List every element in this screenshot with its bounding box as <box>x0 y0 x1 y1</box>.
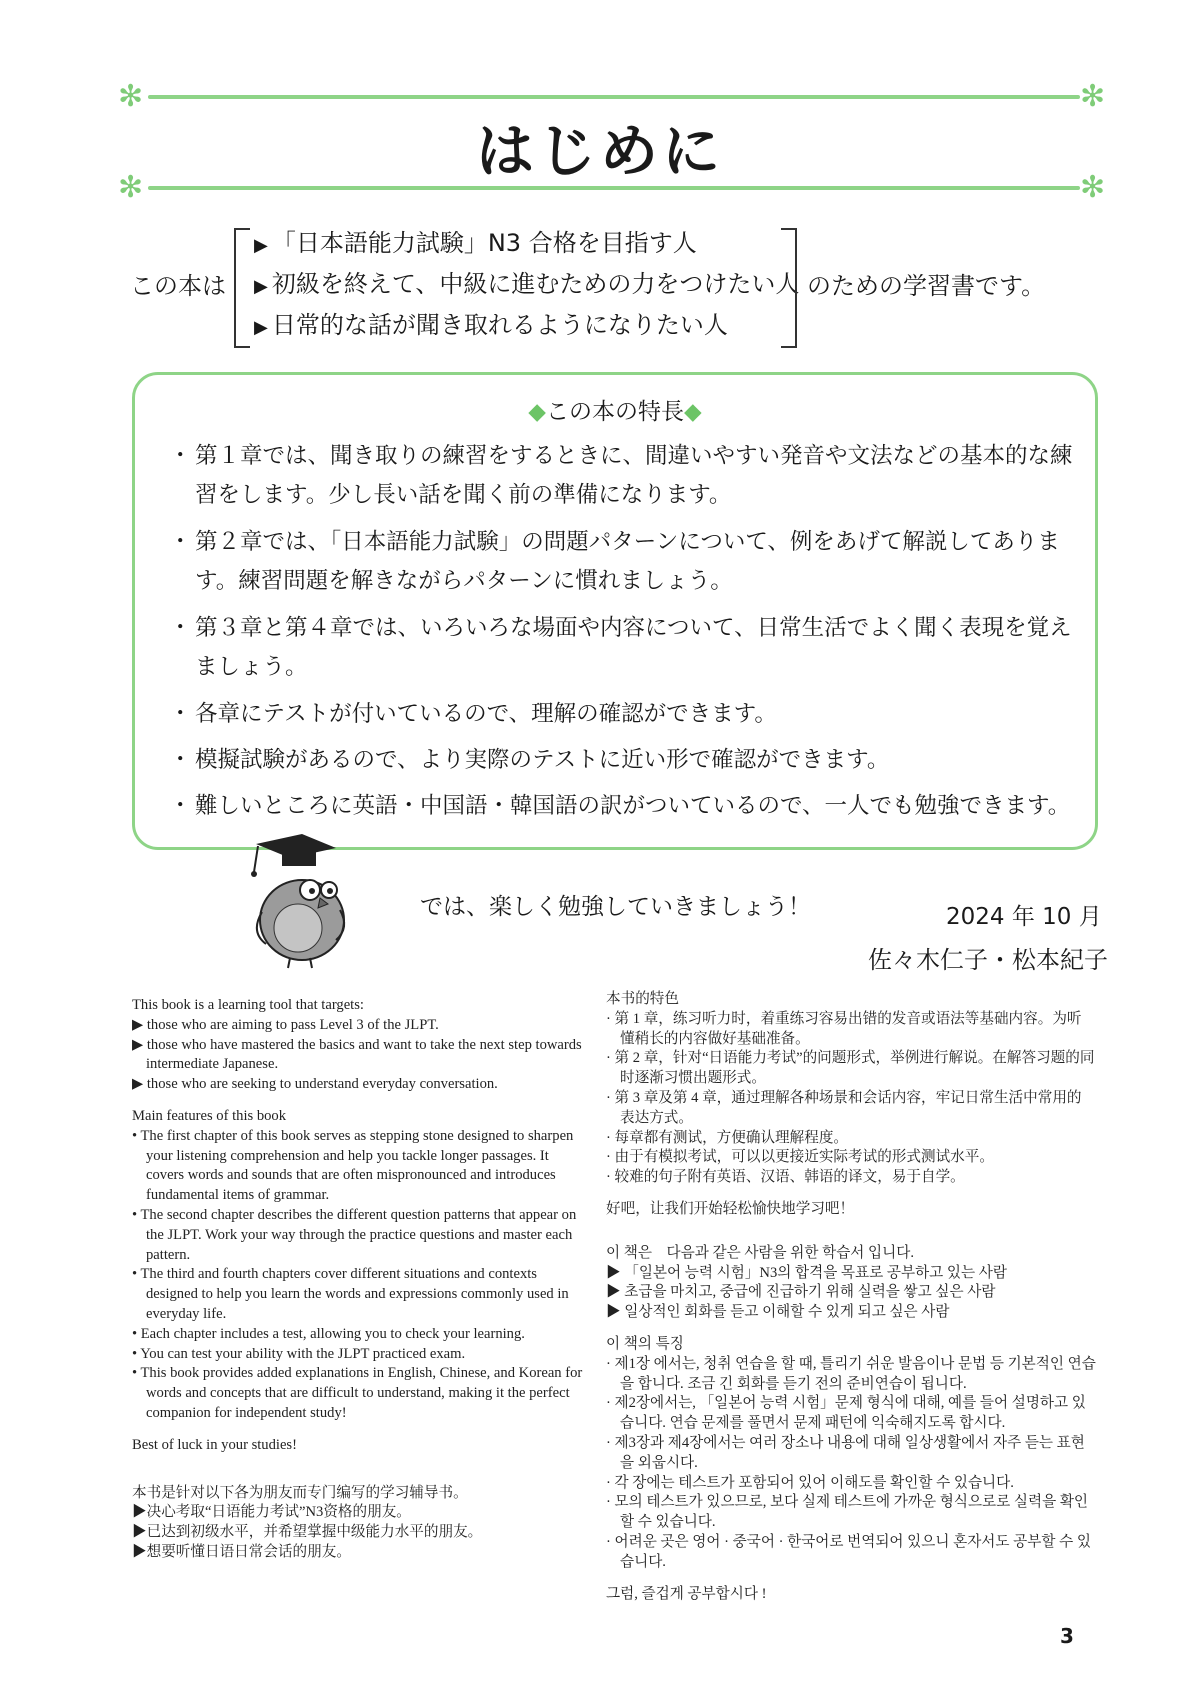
feature-text: 第３章と第４章では、いろいろな場面や内容について、日常生活でよく聞く表現を覚えましょう。 <box>195 615 1072 680</box>
english-feature: • You can test your ability with the JLPT practiced exam. <box>132 1345 466 1362</box>
korean-target: ▶ 일상적인 회화를 듣고 이해할 수 있게 되고 싶은 사람 <box>606 1304 950 1321</box>
publication-date: 2024 年 10 月 <box>946 904 1102 930</box>
english-target: ▶ those who have mastered the basics and want to take the next step towards intermediate Japanese. <box>132 1036 582 1073</box>
english-target: ▶ those who are aiming to pass Level 3 of the JLPT. <box>132 1016 439 1033</box>
chinese-feature: · 由于有模拟考试，可以以更接近实际考试的形式测试水平。 <box>606 1149 994 1166</box>
feature-text: 第１章では、聞き取りの練習をするときに、間違いやすい発音や文法などの基本的な練習をします。少し長い話を聞く前の準備になります。 <box>195 443 1073 508</box>
english-feature: • The first chapter of this book serves as stepping stone designed to sharpen your listening comprehension and help you tackle longer passages. It covers words and sounds that are often mispronounced and introduces fundamental items of grammar. <box>132 1127 574 1204</box>
korean-feature: · 어려운 곳은 영어 · 중국어 · 한국어로 번역되어 있으니 혼자서도 공부할 수 있습니다. <box>606 1533 1091 1570</box>
chinese-feature: · 第 2 章，针对“日语能力考试”的问题形式，举例进行解说。在解答习题的同时逐渐习惯出题形式。 <box>606 1050 1095 1087</box>
triangle-bullet-icon: ▶ <box>254 276 268 297</box>
page-number: 3 <box>1060 1624 1074 1648</box>
chinese-intro: 本书是针对以下各为朋友而专门编写的学习辅导书。 <box>132 1484 468 1501</box>
feature-item <box>169 695 1083 734</box>
chinese-features-title: 本书的特色 <box>606 991 679 1007</box>
page-title: はじめに <box>475 117 724 185</box>
feature-text: 模擬試験があるので、より実際のテストに近い形で確認ができます。 <box>195 747 890 773</box>
english-feature: • Each chapter includes a test, allowing you to check your learning. <box>132 1325 525 1342</box>
bullet-icon: ・ <box>169 793 192 819</box>
korean-features-title: 이 책의 특징 <box>606 1335 684 1352</box>
chinese-closing: 好吧，让我们开始轻松愉快地学习吧！ <box>606 1200 855 1217</box>
chinese-feature: · 每章都有测试，方便确认理解程度。 <box>606 1129 849 1146</box>
english-feature: • The third and fourth chapters cover different situations and contexts designed to help you learn the words and expressions commonly used in everyday life. <box>132 1266 569 1322</box>
chinese-feature: · 较难的句子附有英语、汉语、韩语的译文，易于自学。 <box>606 1169 965 1186</box>
bullet-icon: ・ <box>169 529 192 555</box>
owl-mascot-icon <box>232 832 372 972</box>
feature-item <box>169 437 1083 515</box>
diamond-icon: ◆ <box>684 399 702 425</box>
intro-target-text: 日常的な話が聞き取れるようになりたい人 <box>271 311 728 339</box>
header-bottom-rule <box>148 186 1080 190</box>
right-translation-column <box>606 990 1096 1604</box>
english-feature: • The second chapter describes the different question patterns that appear on the JLPT. Work your way through the practice questions and master each pattern. <box>132 1206 577 1263</box>
features-heading <box>135 393 1095 426</box>
english-closing: Best of luck in your studies! <box>132 1436 297 1453</box>
chinese-target: ▶想要听懂日语日常会话的朋友。 <box>132 1543 351 1560</box>
diamond-icon: ◆ <box>528 399 546 425</box>
feature-text: 難しいところに英語・中国語・韓国語の訳がついているので、一人でも勉強できます。 <box>195 793 1071 819</box>
bullet-icon: ・ <box>169 701 192 727</box>
feature-text: 第２章では、「日本語能力試験」の問題パターンについて、例をあげて解説してあります。練習問題を解きながらパターンに慣れましょう。 <box>195 529 1060 594</box>
closing-message: では、楽しく勉強していきましょう！ <box>420 894 811 920</box>
right-bracket <box>781 228 797 348</box>
header-top-rule <box>148 95 1080 99</box>
bullet-icon: ・ <box>169 615 192 641</box>
feature-item <box>169 787 1083 826</box>
feature-item <box>169 741 1083 780</box>
authors: 佐々木仁子・松本紀子 <box>868 946 1108 974</box>
bullet-icon: ・ <box>169 747 192 773</box>
intro-lead: この本は <box>130 272 226 300</box>
intro-target <box>254 270 799 301</box>
korean-closing: 그럼, 즐겁게 공부합시다 ! <box>606 1585 767 1602</box>
english-features-title: Main features of this book <box>132 1107 287 1124</box>
features-title: この本の特長 <box>546 399 684 425</box>
triangle-bullet-icon: ▶ <box>254 235 268 256</box>
flower-ornament-icon: ✻ <box>118 79 144 114</box>
flower-ornament-icon: ✻ <box>1080 170 1106 205</box>
feature-text: 各章にテストが付いているので、理解の確認ができます。 <box>195 701 777 727</box>
intro-tail: のための学習書です。 <box>807 272 1046 300</box>
triangle-bullet-icon: ▶ <box>254 317 268 338</box>
feature-item <box>169 609 1083 687</box>
features-box <box>132 372 1098 850</box>
flower-ornament-icon: ✻ <box>118 170 144 205</box>
english-intro: This book is a learning tool that targets: <box>132 997 364 1013</box>
korean-target: ▶ 초급을 마치고, 중급에 진급하기 위해 실력을 쌓고 싶은 사람 <box>606 1284 996 1301</box>
korean-intro: 이 책은 다음과 같은 사람을 위한 학습서 입니다. <box>606 1244 914 1261</box>
korean-feature: · 제2장에서는, 「일본어 능력 시험」문제 형식에 대해, 예를 들어 설명하고 있습니다. 연습 문제를 풀면서 문제 패턴에 익숙해지도록 합시다. <box>606 1395 1086 1432</box>
intro-target-text: 「日本語能力試験」N3 合格を目指す人 <box>271 229 697 257</box>
left-bracket <box>234 228 250 348</box>
english-target: ▶ those who are seeking to understand everyday conversation. <box>132 1076 498 1093</box>
intro-target <box>254 229 697 260</box>
korean-feature: · 제1장 에서는, 청취 연습을 할 때, 틀리기 쉬운 발음이나 문법 등 기본적인 연습을 합니다. 조금 긴 회화를 듣기 전의 준비연습이 됩니다. <box>606 1355 1096 1392</box>
korean-feature: · 각 장에는 테스트가 포함되어 있어 이해도를 확인할 수 있습니다. <box>606 1474 1014 1491</box>
bullet-icon: ・ <box>169 443 192 469</box>
chinese-target: ▶决心考取“日语能力考试”N3资格的朋友。 <box>132 1504 411 1521</box>
chinese-feature: · 第 1 章，练习听力时，着重练习容易出错的发音或语法等基础内容。为听懂稍长的内容做好基础准备。 <box>606 1010 1082 1047</box>
feature-item <box>169 523 1083 601</box>
left-translation-column <box>132 996 584 1563</box>
intro-target-text: 初級を終えて、中級に進むための力をつけたい人 <box>271 270 800 298</box>
korean-feature: · 제3장과 제4장에서는 여러 장소나 내용에 대해 일상생활에서 자주 듣는 표현을 외웁시다. <box>606 1434 1085 1471</box>
intro-target <box>254 311 728 342</box>
korean-feature: · 모의 테스트가 있으므로, 보다 실제 테스트에 가까운 형식으로로 실력을 확인할 수 있습니다. <box>606 1494 1089 1531</box>
english-feature: • This book provides added explanations in English, Chinese, and Korean for words and concepts that are difficult to understand, making it the perfect companion for independent study! <box>132 1365 583 1421</box>
chinese-target: ▶已达到初级水平，并希望掌握中级能力水平的朋友。 <box>132 1524 483 1541</box>
chinese-feature: · 第 3 章及第 4 章，通过理解各种场景和会话内容，牢记日常生活中常用的表达方式。 <box>606 1089 1082 1126</box>
korean-target: ▶ 「일본어 능력 시험」N3의 합격을 목표로 공부하고 있는 사람 <box>606 1264 1007 1281</box>
flower-ornament-icon: ✻ <box>1080 79 1106 114</box>
